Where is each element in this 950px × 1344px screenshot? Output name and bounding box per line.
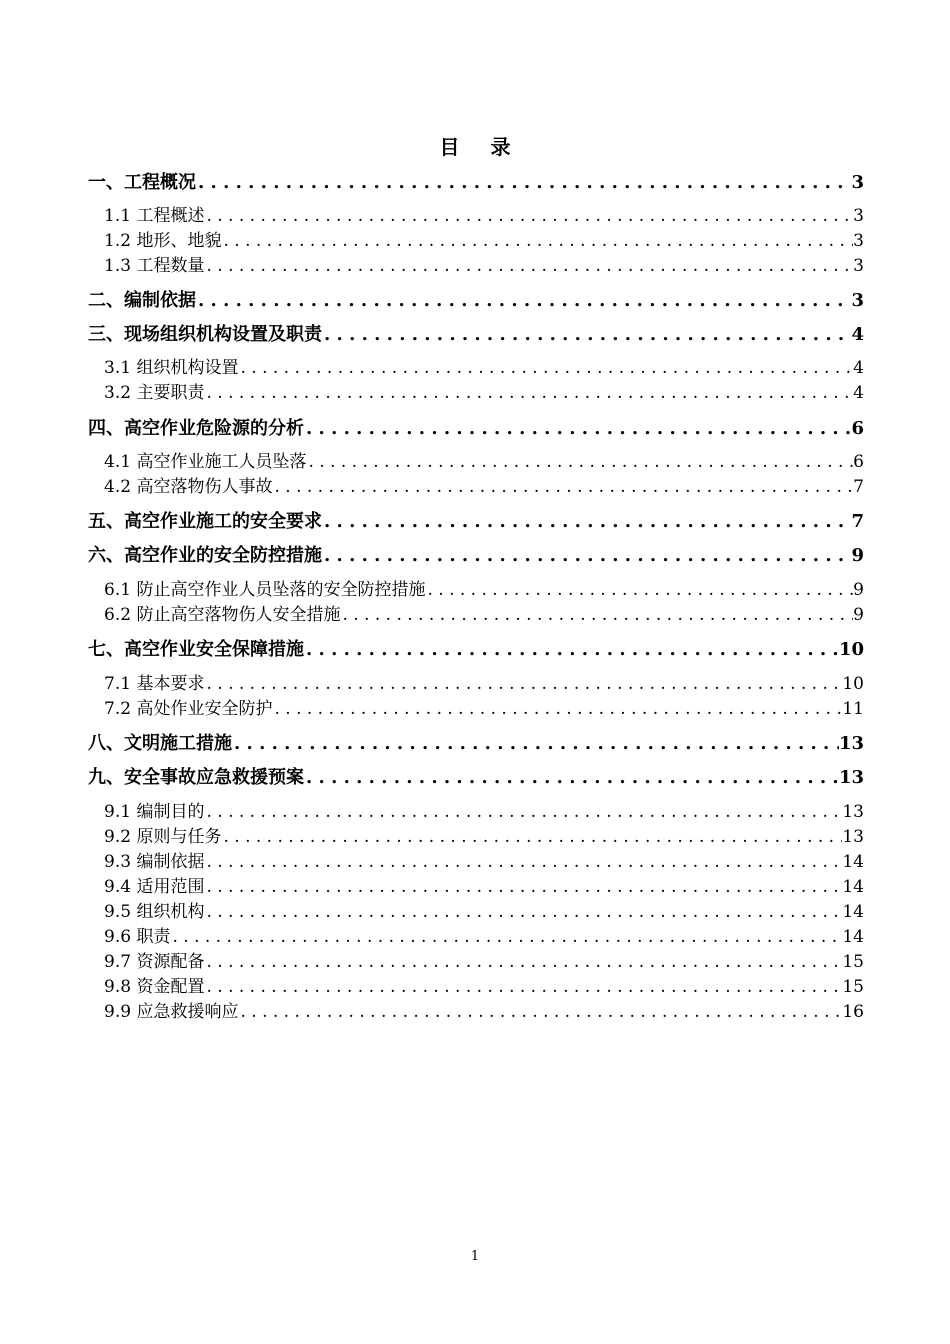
- toc-section-link[interactable]: [88, 925, 864, 949]
- dot-leader: [272, 697, 842, 721]
- toc-entry-page: 13: [842, 802, 864, 822]
- toc-entry-page: 4: [853, 383, 864, 403]
- dot-leader: [204, 850, 842, 874]
- dot-leader: [204, 672, 842, 696]
- toc-entry-page: 3: [851, 172, 864, 193]
- toc-section-link[interactable]: [88, 825, 864, 849]
- toc-entry-title: 三、现场组织机构设置及职责: [88, 324, 322, 345]
- toc-chapter-link[interactable]: [88, 543, 864, 569]
- dot-leader: [204, 254, 853, 278]
- toc-chapter-link[interactable]: [88, 765, 864, 791]
- toc-entry-page: 14: [842, 927, 864, 947]
- dot-leader: [204, 975, 842, 999]
- dot-leader: [221, 229, 853, 253]
- dot-leader: [196, 288, 851, 314]
- toc-entry-title: 八、文明施工措施: [88, 733, 232, 754]
- toc-section-link[interactable]: [88, 229, 864, 253]
- toc-entry-title: 7.1 基本要求: [104, 674, 205, 694]
- toc-entry-title: 1.1 工程概述: [104, 206, 205, 226]
- toc-entry-title: 六、高空作业的安全防控措施: [88, 545, 322, 566]
- toc-entry-page: 13: [838, 733, 864, 754]
- toc-section-link[interactable]: [88, 603, 864, 627]
- toc-section-link[interactable]: [88, 875, 864, 899]
- toc-entry-page: 9: [853, 605, 864, 625]
- toc-section-link[interactable]: [88, 850, 864, 874]
- dot-leader: [322, 543, 851, 569]
- toc-section-link[interactable]: [88, 204, 864, 228]
- toc-entry-title: 1.2 地形、地貌: [104, 231, 222, 251]
- toc-section-link[interactable]: [88, 1000, 864, 1024]
- toc-entry-page: 3: [853, 231, 864, 251]
- toc-entry-title: 七、高空作业安全保障措施: [88, 639, 304, 660]
- toc-entry-page: 15: [842, 952, 864, 972]
- toc-entry-title: 9.8 资金配置: [104, 977, 205, 997]
- toc-entry-title: 3.1 组织机构设置: [104, 358, 239, 378]
- toc-chapter-link[interactable]: [88, 416, 864, 442]
- toc-section-link[interactable]: [88, 697, 864, 721]
- toc-entry-page: 13: [842, 827, 864, 847]
- toc-entry-title: 二、编制依据: [88, 290, 196, 311]
- toc-section-link[interactable]: [88, 381, 864, 405]
- toc-entry-title: 9.2 原则与任务: [104, 827, 222, 847]
- toc-entry-page: 3: [853, 206, 864, 226]
- toc-section-link[interactable]: [88, 356, 864, 380]
- toc-section-link[interactable]: [88, 900, 864, 924]
- toc-entry-page: 3: [851, 290, 864, 311]
- dot-leader: [322, 509, 851, 535]
- dot-leader: [204, 950, 842, 974]
- dot-leader: [304, 637, 839, 663]
- toc-entry-page: 4: [853, 358, 864, 378]
- dot-leader: [221, 825, 842, 849]
- toc-entry-title: 九、安全事故应急救援预案: [88, 767, 304, 788]
- toc-entry-page: 7: [853, 477, 864, 497]
- toc-entry-page: 10: [838, 639, 864, 660]
- toc-entry-page: 3: [853, 256, 864, 276]
- toc-entry-page: 6: [851, 418, 864, 439]
- toc-chapter-link[interactable]: [88, 731, 864, 757]
- toc-section-link[interactable]: [88, 450, 864, 474]
- toc-entry-title: 9.1 编制目的: [104, 802, 205, 822]
- toc-entry-title: 9.5 组织机构: [104, 902, 205, 922]
- dot-leader: [306, 450, 853, 474]
- toc-entry-title: 7.2 高处作业安全防护: [104, 699, 273, 719]
- toc-entry-title: 6.1 防止高空作业人员坠落的安全防控措施: [104, 580, 426, 600]
- toc-entry-page: 10: [842, 674, 864, 694]
- toc-chapter-link[interactable]: [88, 637, 864, 663]
- dot-leader: [238, 356, 853, 380]
- toc-chapter-link[interactable]: [88, 170, 864, 196]
- dot-leader: [204, 204, 853, 228]
- toc-section-link[interactable]: [88, 254, 864, 278]
- dot-leader: [238, 1000, 842, 1024]
- dot-leader: [322, 322, 851, 348]
- toc-entry-page: 4: [851, 324, 864, 345]
- toc-entry-title: 9.6 职责: [104, 927, 171, 947]
- toc-entry-title: 9.4 适用范围: [104, 877, 205, 897]
- toc-entry-page: 15: [842, 977, 864, 997]
- toc-entry-page: 7: [851, 511, 864, 532]
- toc-entry-page: 16: [842, 1002, 864, 1022]
- toc-section-link[interactable]: [88, 578, 864, 602]
- toc-entry-title: 3.2 主要职责: [104, 383, 205, 403]
- dot-leader: [196, 170, 851, 196]
- toc-entry-title: 一、工程概况: [88, 172, 196, 193]
- toc-entry-title: 1.3 工程数量: [104, 256, 205, 276]
- table-of-contents: [88, 0, 864, 1344]
- dot-leader: [204, 875, 842, 899]
- dot-leader: [304, 416, 851, 442]
- toc-entry-page: 9: [851, 545, 864, 566]
- toc-entry-title: 9.9 应急救援响应: [104, 1002, 239, 1022]
- dot-leader: [232, 731, 839, 757]
- toc-section-link[interactable]: [88, 475, 864, 499]
- dot-leader: [340, 603, 853, 627]
- toc-entry-page: 14: [842, 877, 864, 897]
- toc-section-link[interactable]: [88, 672, 864, 696]
- toc-section-link[interactable]: [88, 975, 864, 999]
- dot-leader: [204, 900, 842, 924]
- toc-entry-title: 4.1 高空作业施工人员坠落: [104, 452, 307, 472]
- dot-leader: [170, 925, 842, 949]
- dot-leader: [272, 475, 853, 499]
- toc-chapter-link[interactable]: [88, 322, 864, 348]
- toc-entry-title: 6.2 防止高空落物伤人安全措施: [104, 605, 341, 625]
- toc-entry-page: 11: [842, 699, 864, 719]
- toc-entry-page: 14: [842, 852, 864, 872]
- dot-leader: [425, 578, 853, 602]
- toc-entry-page: 6: [853, 452, 864, 472]
- toc-entry-title: 9.7 资源配备: [104, 952, 205, 972]
- toc-entry-title: 4.2 高空落物伤人事故: [104, 477, 273, 497]
- toc-entry-title: 四、高空作业危险源的分析: [88, 418, 304, 439]
- dot-leader: [304, 765, 839, 791]
- dot-leader: [204, 800, 842, 824]
- toc-entry-page: 14: [842, 902, 864, 922]
- dot-leader: [204, 381, 853, 405]
- toc-title: 目 录: [439, 135, 523, 159]
- toc-entry-page: 9: [853, 580, 864, 600]
- toc-section-link[interactable]: [88, 800, 864, 824]
- toc-entry-title: 9.3 编制依据: [104, 852, 205, 872]
- toc-chapter-link[interactable]: [88, 288, 864, 314]
- toc-section-link[interactable]: [88, 950, 864, 974]
- toc-entry-page: 13: [838, 767, 864, 788]
- page-number: 1: [470, 1249, 480, 1264]
- toc-entry-title: 五、高空作业施工的安全要求: [88, 511, 322, 532]
- toc-chapter-link[interactable]: [88, 509, 864, 535]
